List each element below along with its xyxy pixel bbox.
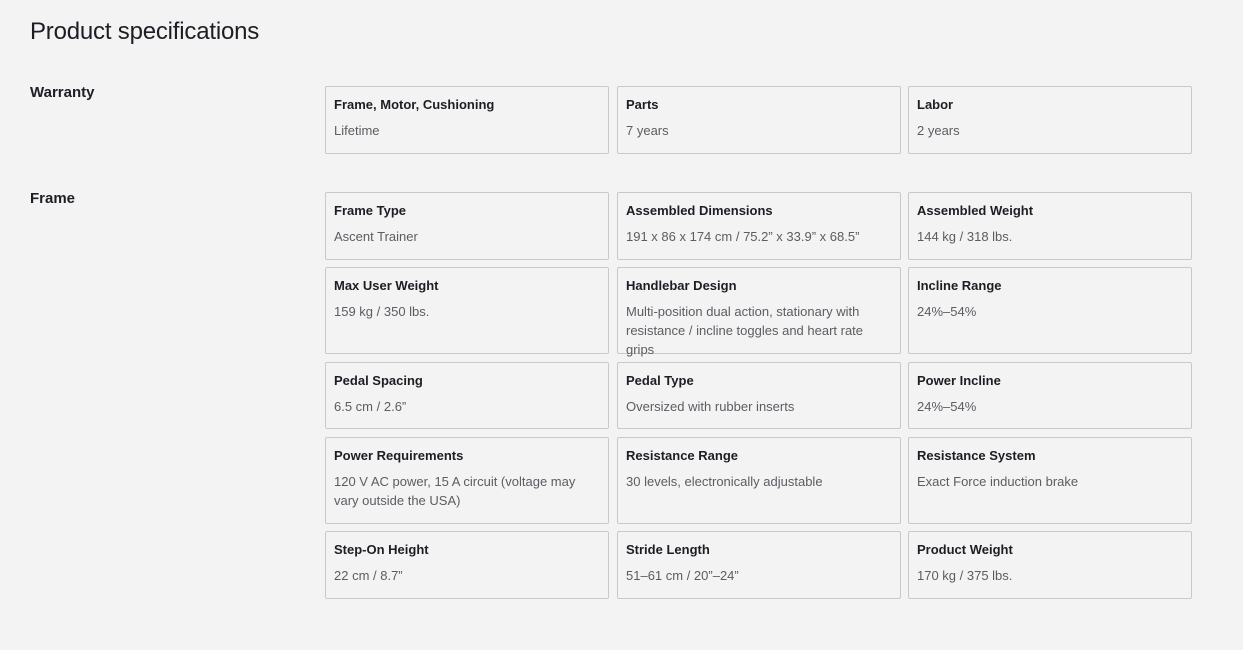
spec-value: 191 x 86 x 174 cm / 75.2” x 33.9” x 68.5” [626, 229, 860, 244]
spec-value: Exact Force induction brake [917, 474, 1079, 489]
spec-card-power-incline [908, 362, 1192, 429]
spec-card-parts [617, 86, 901, 154]
spec-value: Multi-position dual action, stationary with resistance / incline toggles and heart rate grips [626, 304, 864, 357]
spec-name: Assembled Weight [917, 203, 1034, 218]
spec-value: 2 years [917, 123, 960, 138]
spec-card-pedal-type [617, 362, 901, 429]
spec-card-stride-length [617, 531, 901, 599]
spec-value: 51–61 cm / 20”–24” [626, 568, 739, 583]
spec-value: 6.5 cm / 2.6” [334, 399, 407, 414]
spec-name: Step-On Height [334, 542, 429, 557]
spec-card-assembled-weight [908, 192, 1192, 260]
spec-value: 144 kg / 318 lbs. [917, 229, 1013, 244]
spec-value: 24%–54% [917, 399, 977, 414]
spec-card-resistance-range [617, 437, 901, 524]
spec-name: Frame, Motor, Cushioning [334, 97, 495, 112]
spec-card-max-user-weight [325, 267, 609, 354]
spec-card-incline-range [908, 267, 1192, 354]
spec-card-frame-motor-cushioning [325, 86, 609, 154]
spec-card-step-on-height [325, 531, 609, 599]
spec-card-handlebar-design [617, 267, 901, 357]
spec-card-assembled-dimensions [617, 192, 901, 260]
spec-name: Max User Weight [334, 278, 439, 293]
spec-name: Frame Type [334, 203, 407, 218]
warranty-heading: Warranty [30, 84, 95, 101]
spec-name: Pedal Type [626, 373, 694, 388]
spec-value: 30 levels, electronically adjustable [626, 474, 823, 489]
spec-card-product-weight [908, 531, 1192, 599]
spec-name: Handlebar Design [626, 278, 737, 293]
spec-name: Product Weight [917, 542, 1013, 557]
spec-value: 120 V AC power, 15 A circuit (voltage may vary outside the USA) [334, 474, 576, 508]
spec-name: Stride Length [626, 542, 710, 557]
spec-value: Ascent Trainer [334, 229, 418, 244]
spec-value: 7 years [626, 123, 669, 138]
spec-value: 170 kg / 375 lbs. [917, 568, 1013, 583]
spec-name: Labor [917, 97, 954, 112]
spec-name: Resistance System [917, 448, 1036, 463]
spec-name: Power Incline [917, 373, 1001, 388]
frame-heading: Frame [30, 190, 76, 207]
spec-card-resistance-system [908, 437, 1192, 524]
page-title: Product specifications [30, 18, 260, 45]
spec-value: Oversized with rubber inserts [626, 399, 795, 414]
spec-card-power-requirements [325, 437, 609, 524]
spec-name: Assembled Dimensions [626, 203, 773, 218]
spec-name: Power Requirements [334, 448, 464, 463]
spec-card-pedal-spacing [325, 362, 609, 429]
spec-name: Incline Range [917, 278, 1002, 293]
spec-card-labor [908, 86, 1192, 154]
spec-value: 159 kg / 350 lbs. [334, 304, 430, 319]
spec-value: 24%–54% [917, 304, 977, 319]
spec-card-frame-type [325, 192, 609, 260]
spec-name: Pedal Spacing [334, 373, 423, 388]
spec-value: Lifetime [334, 123, 380, 138]
spec-value: 22 cm / 8.7” [334, 568, 403, 583]
spec-name: Parts [626, 97, 659, 112]
spec-name: Resistance Range [626, 448, 738, 463]
